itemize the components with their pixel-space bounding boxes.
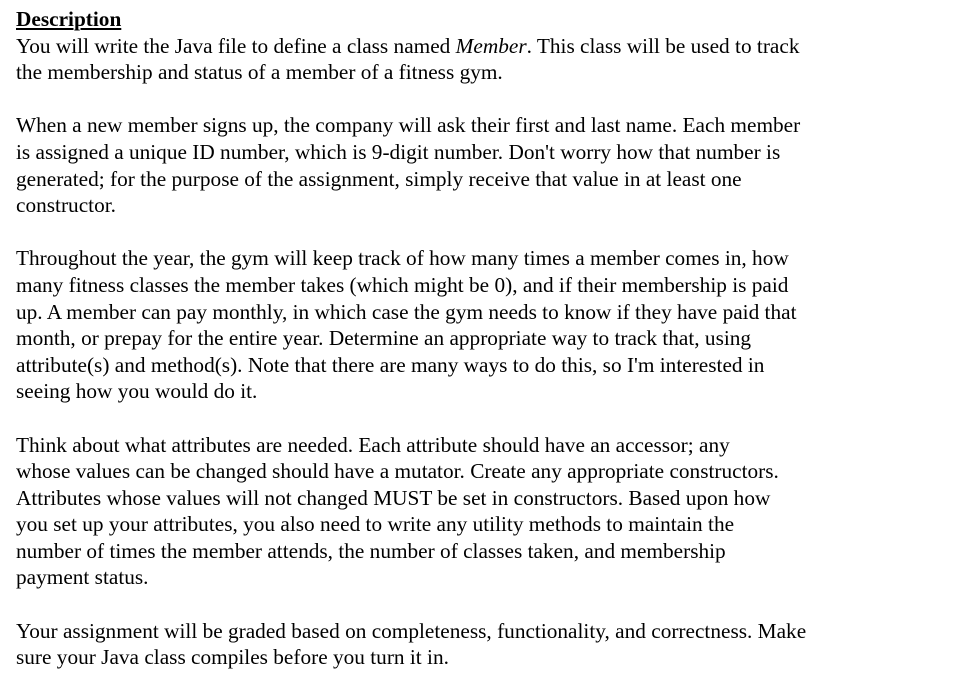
paragraph-line [16, 33, 946, 60]
paragraph-line: Attributes whose values will not changed MUST be set in constructors. Based upon how [16, 485, 771, 510]
paragraph-grading [16, 618, 946, 671]
paragraph-line: up. A member can pay monthly, in which case the gym needs to know if they have paid that [16, 299, 797, 324]
paragraph-line: seeing how you would do it. [16, 379, 258, 404]
document-body [16, 6, 946, 697]
class-name-emphasis: Member [455, 33, 527, 58]
paragraph-line: number of times the member attends, the number of classes taken, and membership [16, 538, 726, 563]
paragraph-line: is assigned a unique ID number, which is 9-digit number. Don't worry how that number is [16, 139, 781, 164]
paragraph-line: you set up your attributes, you also need to write any utility methods to maintain the [16, 512, 735, 537]
section-heading: Description [16, 7, 122, 31]
heading-line [16, 6, 946, 33]
paragraph-line: attribute(s) and method(s). Note that there are many ways to do this, so I'm interested in [16, 352, 765, 377]
paragraph-line: constructor. [16, 193, 116, 218]
paragraph-line: the membership and status of a member of a fitness gym. [16, 60, 503, 85]
paragraph-line: Think about what attributes are needed. Each attribute should have an accessor; any [16, 432, 730, 457]
paragraph-line: payment status. [16, 565, 149, 590]
paragraph-signup [16, 112, 946, 218]
line-text: You will write the Java file to define a class named [16, 33, 456, 58]
paragraph-line: generated; for the purpose of the assignment, simply receive that value in at least one [16, 166, 742, 191]
paragraph-attributes [16, 432, 946, 592]
paragraph-line: whose values can be changed should have a mutator. Create any appropriate constructors. [16, 459, 779, 484]
paragraph-line: When a new member signs up, the company will ask their first and last name. Each member [16, 113, 801, 138]
paragraph-line: sure your Java class compiles before you turn it in. [16, 645, 449, 670]
paragraph-line: Throughout the year, the gym will keep track of how many times a member comes in, how [16, 246, 789, 271]
line-text: . This class will be used to track [526, 33, 800, 58]
paragraph-line: Your assignment will be graded based on completeness, functionality, and correctness. Make [16, 618, 807, 643]
paragraph-intro [16, 33, 946, 86]
paragraph-tracking [16, 245, 946, 405]
paragraph-line: month, or prepay for the entire year. Determine an appropriate way to track that, using [16, 326, 752, 351]
paragraph-line: many fitness classes the member takes (which might be 0), and if their membership is paid [16, 272, 789, 297]
